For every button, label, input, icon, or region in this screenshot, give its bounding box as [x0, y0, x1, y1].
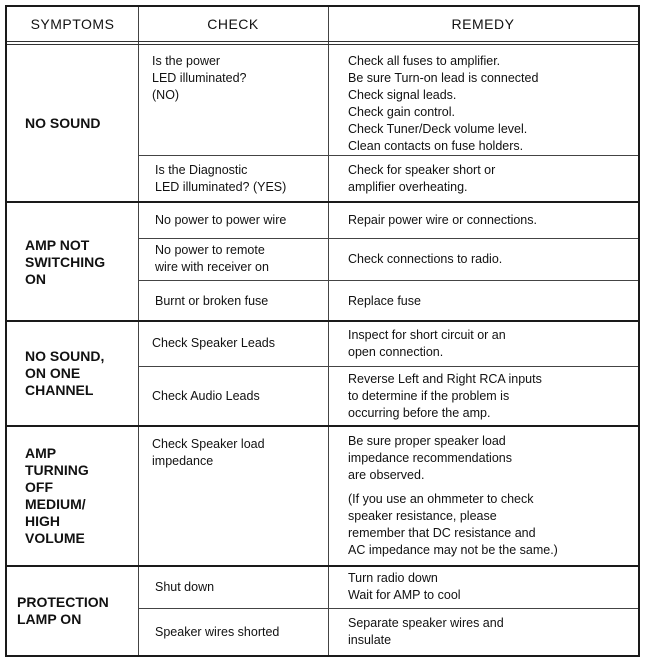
- symptom-no-sound-one-channel: NO SOUND, ON ONE CHANNEL: [25, 348, 105, 398]
- symptom-amp-not-switching-on: AMP NOT SWITCHING ON: [25, 236, 106, 287]
- remedy-cell: Check all fuses to amplifier. Be sure Turn-on lead is connected Check signal leads. Check gain control. Check Tuner/Deck volume level. Clean contacts on fuse holders.: [348, 54, 539, 153]
- remedy-note: (If you use an ohmmeter to check speaker resistance, please remember that DC resistance and AC impedance may not be the same.): [348, 492, 558, 557]
- remedy-cell: Check for speaker short or amplifier overheating.: [348, 162, 496, 194]
- symptom-protection-lamp-on: PROTECTION LAMP ON: [17, 594, 109, 627]
- remedy-cell: Inspect for short circuit or an open connection.: [348, 327, 506, 359]
- check-cell: Check Audio Leads: [152, 388, 260, 403]
- check-cell: Is the power LED illuminated? (NO): [152, 54, 247, 102]
- check-cell: Speaker wires shorted: [155, 624, 280, 639]
- troubleshooting-table: [5, 5, 640, 657]
- check-cell: No power to power wire: [155, 212, 287, 227]
- header-symptoms: SYMPTOMS: [30, 16, 115, 32]
- remedy-cell: Replace fuse: [348, 293, 421, 308]
- check-cell: Is the Diagnostic LED illuminated? (YES): [155, 162, 287, 194]
- header-remedy: REMEDY: [451, 16, 515, 32]
- check-cell: Check Speaker load impedance: [152, 437, 265, 468]
- symptom-amp-turning-off: AMP TURNING OFF MEDIUM/ HIGH VOLUME: [25, 445, 89, 546]
- check-cell: Check Speaker Leads: [152, 336, 275, 350]
- remedy-cell: Turn radio down Wait for AMP to cool: [348, 571, 461, 602]
- remedy-cell: Be sure proper speaker load impedance recommendations are observed.: [348, 434, 512, 482]
- check-cell: Burnt or broken fuse: [155, 293, 269, 308]
- remedy-cell: Reverse Left and Right RCA inputs to determine if the problem is occurring before the amp.: [348, 371, 542, 420]
- remedy-cell: Separate speaker wires and insulate: [348, 616, 504, 647]
- remedy-cell: Check connections to radio.: [348, 251, 503, 266]
- check-cell: No power to remote wire with receiver on: [155, 243, 269, 274]
- symptom-no-sound: NO SOUND: [25, 115, 101, 131]
- check-cell: Shut down: [155, 579, 215, 594]
- header-check: CHECK: [207, 16, 259, 32]
- remedy-cell: Repair power wire or connections.: [348, 212, 537, 227]
